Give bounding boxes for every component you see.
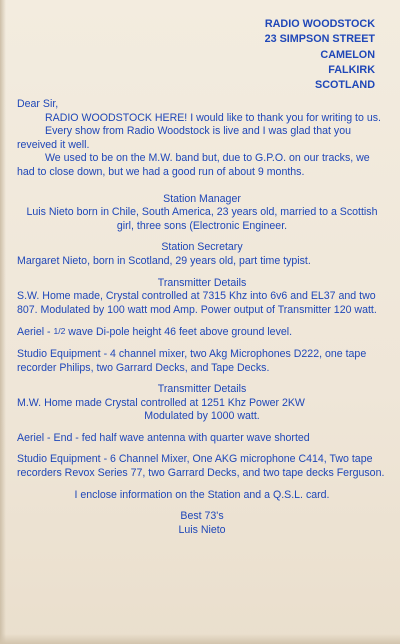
secretary-text: Margaret Nieto, born in Scotland, 29 years old, part time typist. [17,254,311,267]
letter-body [17,98,387,537]
sw-studio-equipment: Studio Equipment - 4 channel mixer, two Akg Microphones D222, one tape recorder Philips, two Garrard Decks, and Tape Decks. [17,347,367,374]
paper-bottom-shadow [0,634,400,644]
manager-text: Luis Nieto born in Chile, South America, 23 years old, married to a Scottish girl, three sons (Electronic Engineer. [26,206,378,232]
salutation: Dear Sir, [17,98,59,110]
sw-aerial-prefix: Aeriel - [17,326,54,339]
sw-transmitter-text: S.W. Home made, Crystal controlled at 7315 Khz into 6v6 and EL37 and two 807. Modulated by 100 watt mod Amp. Power output of Transmitter 120 watt. [17,290,377,316]
intro-paragraph-2: Every show from Radio Woodstock is live and I was glad that you reveived it well. [17,125,351,151]
address-line: RADIO WOODSTOCK [264,18,375,30]
signature-name: Luis Nieto [178,523,226,536]
enclose-note: I enclose information on the Station and a Q.S.L. card. [74,488,330,501]
address-line: FALKIRK [328,63,375,76]
intro-paragraph-3: We used to be on the M.W. band but, due to G.P.O. on our tracks, we had to close down, but we had a good run of about 9 months. [17,152,370,178]
manager-heading: Station Manager [163,192,241,205]
mw-transmitter-heading: Transmitter Details [157,383,247,396]
sw-aerial-rest: wave Di-pole height 46 feet above ground level. [65,326,293,339]
closing-regards: Best 73's [180,510,224,523]
mw-transmitter-line2: Modulated by 1000 watt. [144,410,260,423]
sw-aerial-text [17,325,387,340]
secretary-heading: Station Secretary [161,241,243,254]
address-line: CAMELON [320,48,375,61]
mw-transmitter-line1: M.W. Home made Crystal controlled at 1251 Khz Power 2KW [17,396,305,409]
sender-address [225,17,375,93]
mw-studio-equipment: Studio Equipment - 6 Channel Mixer, One AKG microphone C414, Two tape recorders Revox Series 77, two Garrard Decks, and two tape decks Ferguson. [17,453,385,480]
address-line: SCOTLAND [315,79,375,92]
sw-aerial-fraction: 1/2 [53,326,66,337]
intro-paragraph-1: RADIO WOODSTOCK HERE! I would like to thank you for writing to us. [45,111,381,124]
paper-edge-shadow [0,0,6,644]
address-line: 23 SIMPSON STREET [264,33,375,46]
mw-aerial-text: Aeriel - End - fed half wave antenna with quarter wave shorted [17,431,310,444]
sw-transmitter-heading: Transmitter Details [157,276,247,289]
